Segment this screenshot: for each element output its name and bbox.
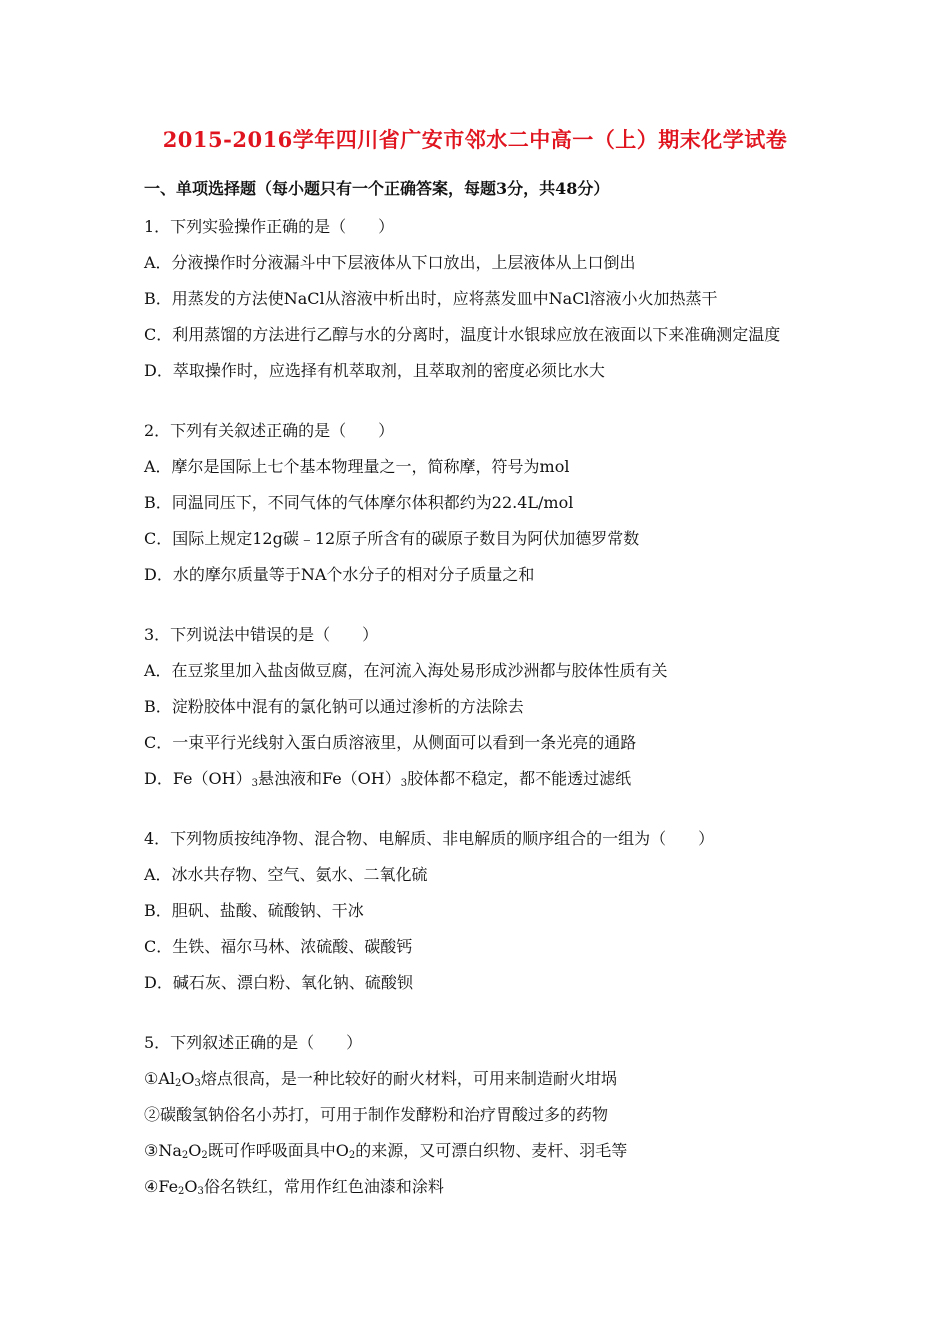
question-5-item-4: $④Fe_2O_3$俗名铁红，常用作红色油漆和涂料 (144, 1177, 444, 1197)
question-4-option-d: D．碱石灰、漂白粉、氧化钠、硫酸钡 (144, 973, 413, 992)
question-1-option-b: B．用蒸发的方法使NaCl从溶液中析出时，应将蒸发皿中NaCl溶液小火加热蒸干 (144, 289, 718, 308)
question-3-option-a: A．在豆浆里加入盐卤做豆腐，在河流入海处易形成沙洲都与胶体性质有关 (144, 661, 668, 680)
question-5-item-1: $①Al_2O_3$熔点很高，是一种比较好的耐火材料，可用来制造耐火坩埚 (144, 1069, 617, 1089)
question-2-option-b: B．同温同压下，不同气体的气体摩尔体积都约为22.4L/mol (144, 493, 574, 512)
question-4-option-a: A．冰水共存物、空气、氨水、二氧化硫 (144, 865, 428, 884)
question-1-option-a: A．分液操作时分液漏斗中下层液体从下口放出，上层液体从上口倒出 (144, 253, 636, 272)
question-2-stem: 2．下列有关叙述正确的是（ ） (144, 421, 395, 440)
question-5-item-2: ②碳酸氢钠俗名小苏打，可用于制作发酵粉和治疗胃酸过多的药物 (144, 1105, 609, 1124)
question-2-option-d: D．水的摩尔质量等于NA个水分子的相对分子质量之和 (144, 565, 535, 584)
question-3-stem: 3．下列说法中错误的是（ ） (144, 625, 379, 644)
question-2-option-c: C．国际上规定12g碳﹣12原子所含有的碳原子数目为阿伏加德罗常数 (144, 529, 640, 548)
question-1-stem: 1．下列实验操作正确的是（ ） (144, 217, 395, 236)
question-5-stem: 5．下列叙述正确的是（ ） (144, 1033, 363, 1052)
question-3-option-d: D．$Fe(OH)_3$悬浊液和$Fe(OH)_3$胶体都不稳定，都不能透过滤纸 (144, 769, 632, 789)
question-3-option-c: C．一束平行光线射入蛋白质溶液里，从侧面可以看到一条光亮的通路 (144, 733, 637, 752)
section-heading: 一、单项选择题（每小题只有一个正确答案，每题3分，共48分） (144, 179, 610, 198)
question-1-option-d: D．萃取操作时，应选择有机萃取剂，且萃取剂的密度必须比水大 (144, 361, 605, 380)
question-3-option-b: B．淀粉胶体中混有的氯化钠可以通过渗析的方法除去 (144, 697, 524, 716)
question-1-option-c: C．利用蒸馏的方法进行乙醇与水的分离时，温度计水银球应放在液面以下来准确测定温度 (144, 325, 781, 344)
question-4-option-b: B．胆矾、盐酸、硫酸钠、干冰 (144, 901, 364, 920)
question-5-item-3: $③Na_2O_2$既可作呼吸面具中$O_2$的来源，又可漂白织物、麦杆、羽毛等 (144, 1141, 628, 1161)
question-4-stem: 4．下列物质按纯净物、混合物、电解质、非电解质的顺序组合的一组为（ ） (144, 829, 715, 848)
question-4-option-c: C．生铁、福尔马林、浓硫酸、碳酸钙 (144, 937, 413, 956)
question-2-option-a: A．摩尔是国际上七个基本物理量之一，简称摩，符号为mol (144, 457, 570, 476)
page-title: 2015-2016学年四川省广安市邻水二中高一（上）期末化学试卷 (162, 127, 788, 152)
